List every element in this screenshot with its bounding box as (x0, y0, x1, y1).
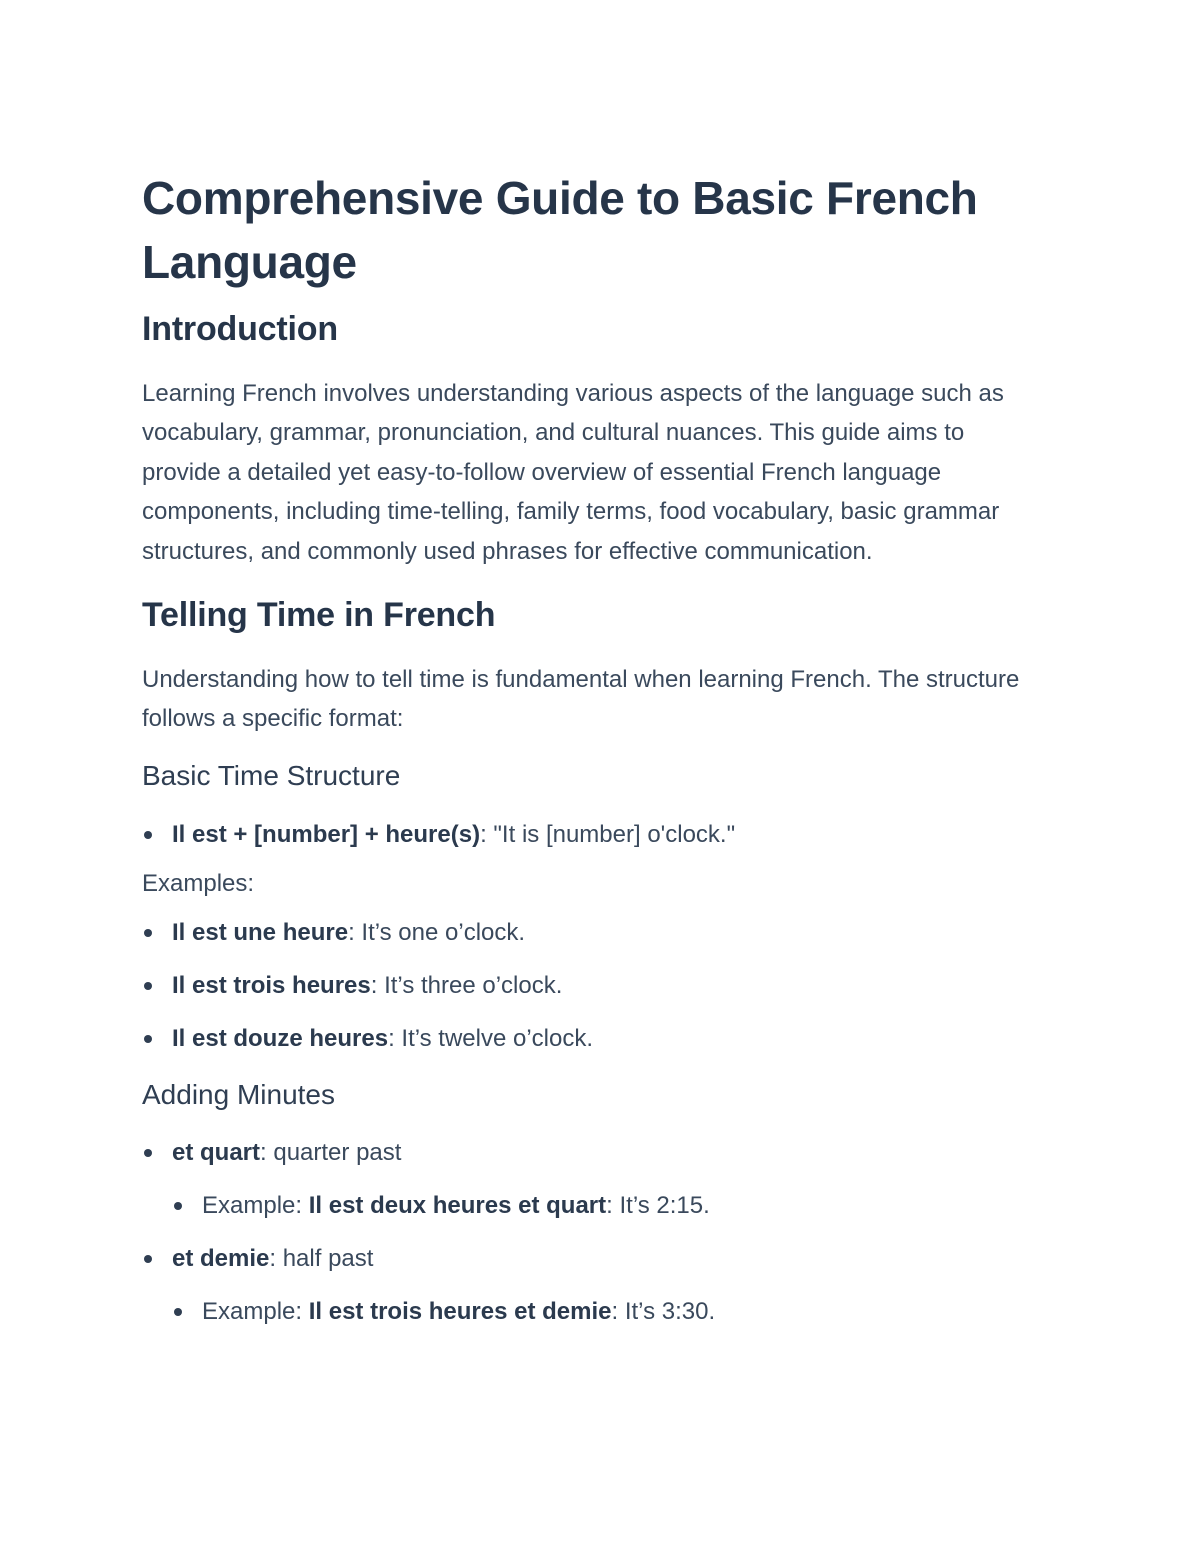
examples-label: Examples: (142, 869, 255, 897)
document-page (142, 166, 1042, 1329)
list-item (172, 1189, 1042, 1223)
minutes-sublist (172, 1295, 1042, 1329)
basic-structure-list (142, 818, 1042, 852)
bullet-icon (174, 1202, 182, 1210)
list-item (172, 1295, 1042, 1329)
minutes-list (142, 1136, 1042, 1170)
list-item-bold: Il est deux heures et quart (308, 1192, 607, 1220)
intro-paragraph: Learning French involves understanding various aspects of the language such as vocabulary, grammar, pronunciation, and cultural nuances. This guide aims to provide a detailed yet easy-to-follow overview of essential French language components, including time-telling, family terms, food vocabulary, basic grammar structures, and commonly used phrases for effective communication. (142, 380, 1004, 565)
list-item-bold: et demie (172, 1245, 270, 1273)
list-item-bold: Il est + [number] + heure(s) (172, 820, 481, 848)
list-item-text: : It’s twelve o’clock. (388, 1025, 594, 1053)
time-heading: Telling Time in French (142, 596, 496, 635)
list-item (142, 1022, 1042, 1056)
bullet-icon (144, 1149, 152, 1157)
list-item-text: : half past (269, 1245, 374, 1273)
time-paragraph: Understanding how to tell time is fundamental when learning French. The structure follows a specific format: (142, 666, 1020, 733)
list-item (142, 969, 1042, 1003)
adding-minutes-heading: Adding Minutes (142, 1079, 336, 1111)
list-item-bold: Il est une heure (172, 919, 349, 947)
list-item-text: : It’s 3:30. (611, 1298, 716, 1326)
list-item-bold: Il est trois heures (172, 972, 371, 1000)
examples-list (142, 916, 1042, 1056)
page-title: Comprehensive Guide to Basic French Language (142, 172, 978, 288)
list-item-bold: et quart (172, 1139, 261, 1167)
list-item-text: : It’s one o’clock. (348, 919, 526, 947)
list-item-text: : It’s 2:15. (606, 1192, 710, 1220)
bullet-icon (144, 982, 152, 990)
example-prefix: Example: (202, 1192, 309, 1220)
list-item (142, 818, 1042, 852)
minutes-list (142, 1242, 1042, 1276)
list-item-text: : quarter past (260, 1139, 402, 1167)
minutes-sublist (172, 1189, 1042, 1223)
bullet-icon (144, 1255, 152, 1263)
list-item-text: : "It is [number] o'clock." (480, 820, 736, 848)
list-item (142, 1242, 1042, 1276)
list-item-bold: Il est douze heures (172, 1025, 389, 1053)
bullet-icon (144, 929, 152, 937)
bullet-icon (144, 831, 152, 839)
basic-structure-heading: Basic Time Structure (142, 759, 401, 791)
intro-heading: Introduction (142, 310, 338, 348)
bullet-icon (174, 1308, 182, 1316)
list-item (142, 916, 1042, 950)
example-prefix: Example: (202, 1298, 309, 1326)
list-item-text: : It’s three o’clock. (370, 972, 563, 1000)
bullet-icon (144, 1035, 152, 1043)
list-item-bold: Il est trois heures et demie (308, 1298, 612, 1326)
list-item (142, 1136, 1042, 1170)
